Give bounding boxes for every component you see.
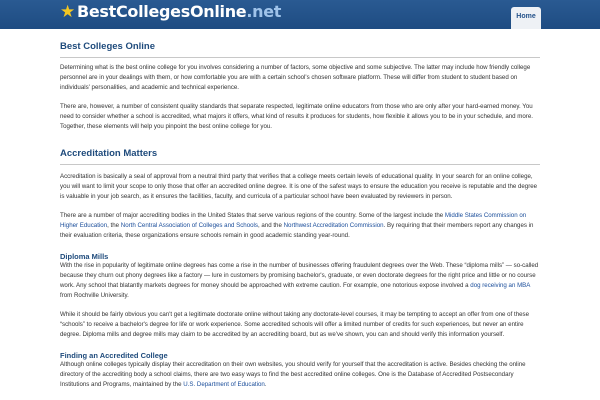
link-dog-mba[interactable]: dog receiving an MBA [470,282,531,289]
star-icon: ★ [60,2,75,22]
top-navigation-bar [0,0,600,29]
logo-tld: .net [246,2,282,21]
link-northwest[interactable]: Northwest Accreditation Commission [283,222,384,229]
subheading-diploma-mills: Diploma Mills [60,252,109,261]
diploma-paragraph-1: With the rise in popularity of legitimate online degrees has come a rise in the number of businesses offering fraudulent degrees over the Web. These “diploma mills” — so-called because they churn out phony degrees like a factory — lure in customers by promising bachelor's, graduate, or even doctorate degrees for the right price and little or no course work. Any school that blatantly markets degrees for money should be approached with extreme caution. For example, one notorious expose involved a dog receiving an MBA from Rochville University. [60,262,539,299]
link-middle-states[interactable]: Middle States Commission on Higher Education [60,212,527,229]
logo-name: BestCollegesOnline [76,2,247,21]
site-logo[interactable] [60,2,281,22]
finding-paragraph-1: Although online colleges typically display their accreditation on their own websites, you should verify for yourself that the accreditation is active. Besides checking the online directory of the accrediting body a school claims, there are two easy ways to find the best accredited online colleges. One is the Database of Accredited Postsecondary Institutions and Programs, maintained by the U.S. Department of Education. [60,361,526,388]
subheading-finding-college: Finding an Accredited College [60,351,168,360]
accreditation-paragraph-2: There are a number of major accrediting bodies in the United States that serve various regions of the country. Some of the largest include the Middle States Commission on Higher Education, the North Central Association of Colleges and Schools, and the Northwest Accreditation Commission. By requiring that their members report any changes in their evaluation criteria, these organizations ensure schools remain in good academic standing year-round. [60,212,534,239]
section-heading-accreditation: Accreditation Matters [60,148,540,165]
link-north-central[interactable]: North Central Association of Colleges and Schools [120,222,258,229]
diploma-paragraph-2: While it should be fairly obvious you can't get a legitimate doctorate online without taking any doctorate-level courses, it may be tempting to accept an offer from one of these “schools” to receive a bachelor's degree for life or work experience. Some accredited schools will offer a limited number of credits for such experiences, but never an entire degree. Diploma mills and degree mills may claim to be accredited by an accrediting board, but as we've shown, you can and should verify this information yourself. [60,311,530,338]
accreditation-paragraph-1: Accreditation is basically a seal of approval from a neutral third party that verifies that a college meets certain levels of educational quality. In your search for an online college, you will want to limit your scope to only those that offer an accredited online degree. It is one of the safest ways to ensure the education you receive is reputable and the degree is valuable in your job search, as it ensures the facilities, faculty, and curricula of a particular school have been evaluated by reviewers in person. [60,173,538,200]
page-title: Best Colleges Online [60,41,540,58]
intro-paragraph-1: Determining what is the best online college for you involves considering a number of factors, some objective and some subjective. The latter may include how friendly college personnel are in your dealings with them, or how comfortable you are with a certain school's chosen software platform. These will differ from student to student based on individuals' personalities, and academic and technical experience. [60,64,531,91]
intro-paragraph-2: There are, however, a number of consistent quality standards that separate respected, legitimate online educators from those who are only after your hard-earned money. You need to consider whether a school is accredited, what majors it offers, what kind of results it produces for students, how flexible it allows you to be in your schedule, and more. Together, these elements will help you pinpoint the best online college for you. [60,103,533,130]
nav-home-tab[interactable]: Home [511,7,541,29]
link-us-dept-education[interactable]: U.S. Department of Education [183,381,265,388]
main-content [60,29,540,399]
